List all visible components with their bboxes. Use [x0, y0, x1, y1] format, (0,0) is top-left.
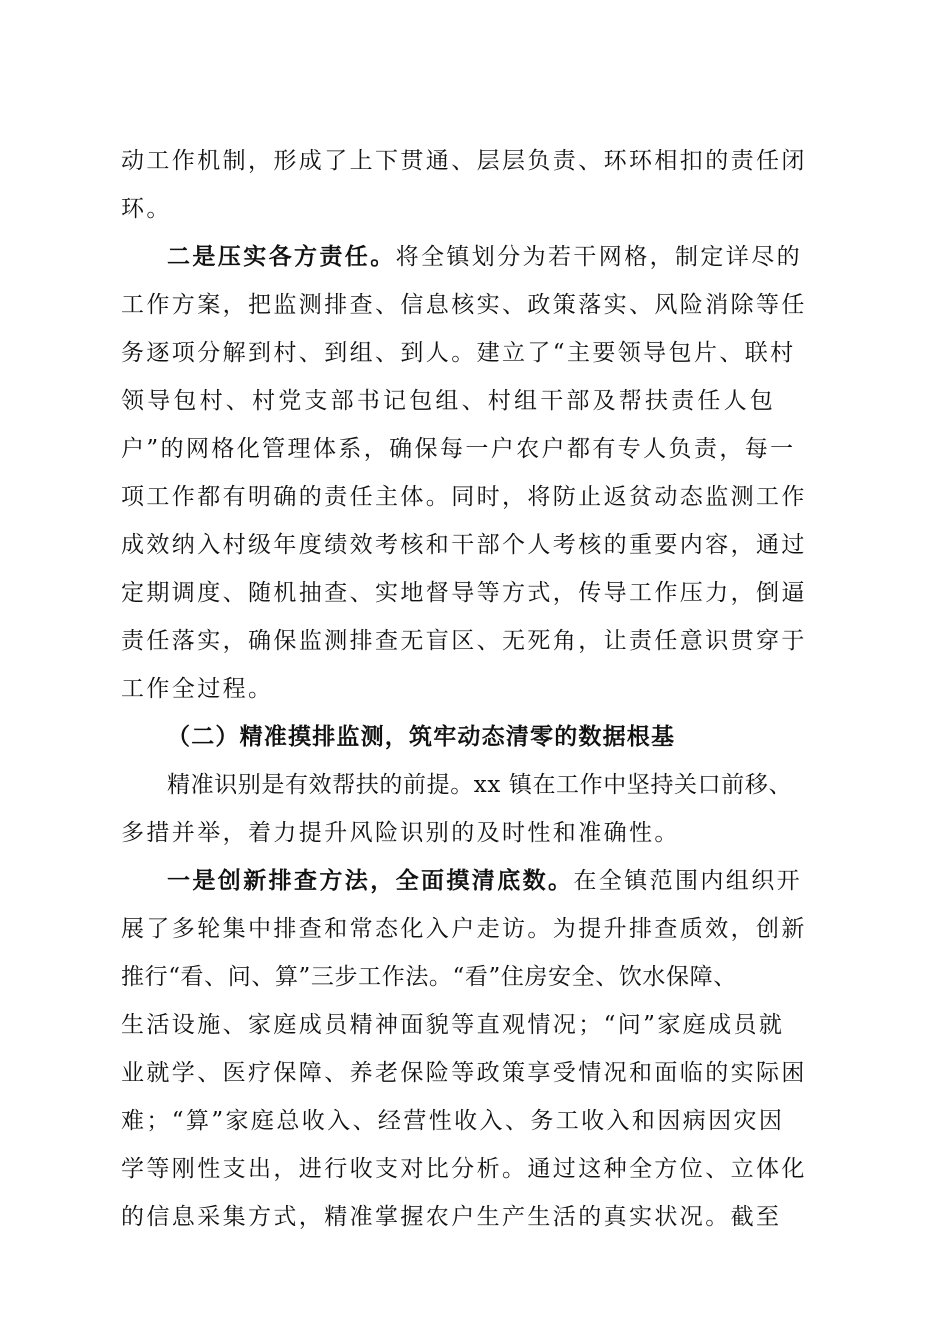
body-line: 学等刚性支出，进行收支对比分析。通过这种全方位、立体化	[121, 1156, 807, 1182]
body-line: 工作方案，把监测排查、信息核实、政策落实、风险消除等任	[121, 292, 807, 318]
paragraph-lead-heading: 一是创新排查方法，全面摸清底数。	[167, 867, 574, 894]
body-line: 多措并举，着力提升风险识别的及时性和准确性。	[121, 820, 680, 846]
body-line: 的信息采集方式，精准掌握农户生产生活的真实状况。截至	[121, 1204, 782, 1230]
body-line: 环。	[121, 196, 172, 222]
body-line: 责任落实，确保监测排查无盲区、无死角，让责任意识贯穿于	[121, 628, 807, 654]
body-line: 成效纳入村级年度绩效考核和干部个人考核的重要内容，通过	[121, 532, 807, 558]
body-line: 定期调度、随机抽查、实地督导等方式，传导工作压力，倒逼	[121, 580, 807, 606]
body-line: 工作全过程。	[121, 676, 274, 702]
body-line: 生活设施、家庭成员精神面貌等直观情况；“问”家庭成员就	[121, 1012, 785, 1038]
body-line: 展了多轮集中排查和常态化入户走访。为提升排查质效，创新	[121, 916, 807, 942]
paragraph-lead-heading: 二是压实各方责任。	[167, 243, 396, 270]
body-line: 户”的网格化管理体系，确保每一户农户都有专人负责，每一	[121, 436, 796, 462]
body-line: 难；“算”家庭总收入、经营性收入、务工收入和因病因灾因	[121, 1108, 785, 1134]
body-line: 业就学、医疗保障、养老保险等政策享受情况和面临的实际困	[121, 1060, 807, 1086]
body-line: 动工作机制，形成了上下贯通、层层负责、环环相扣的责任闭	[121, 148, 807, 174]
body-line: 务逐项分解到村、到组、到人。建立了“主要领导包片、联村	[121, 340, 796, 366]
paragraph-text: 在全镇范围内组织开	[573, 868, 803, 894]
paragraph-first-line: 精准识别是有效帮扶的前提。xx 镇在工作中坚持关口前移、	[167, 772, 793, 798]
body-line: 项工作都有明确的责任主体。同时，将防止返贫动态监测工作	[121, 484, 807, 510]
body-line: 推行“看、问、算”三步工作法。“看”住房安全、饮水保障、	[121, 964, 737, 990]
body-line: 领导包村、村党支部书记包组、村组干部及帮扶责任人包	[121, 388, 776, 414]
paragraph-first-line	[167, 243, 833, 271]
paragraph-first-line	[167, 867, 833, 895]
section-heading: （二）精准摸排监测，筑牢动态清零的数据根基	[167, 723, 676, 750]
paragraph-text: 将全镇划分为若干网格，制定详尽的	[395, 244, 803, 270]
